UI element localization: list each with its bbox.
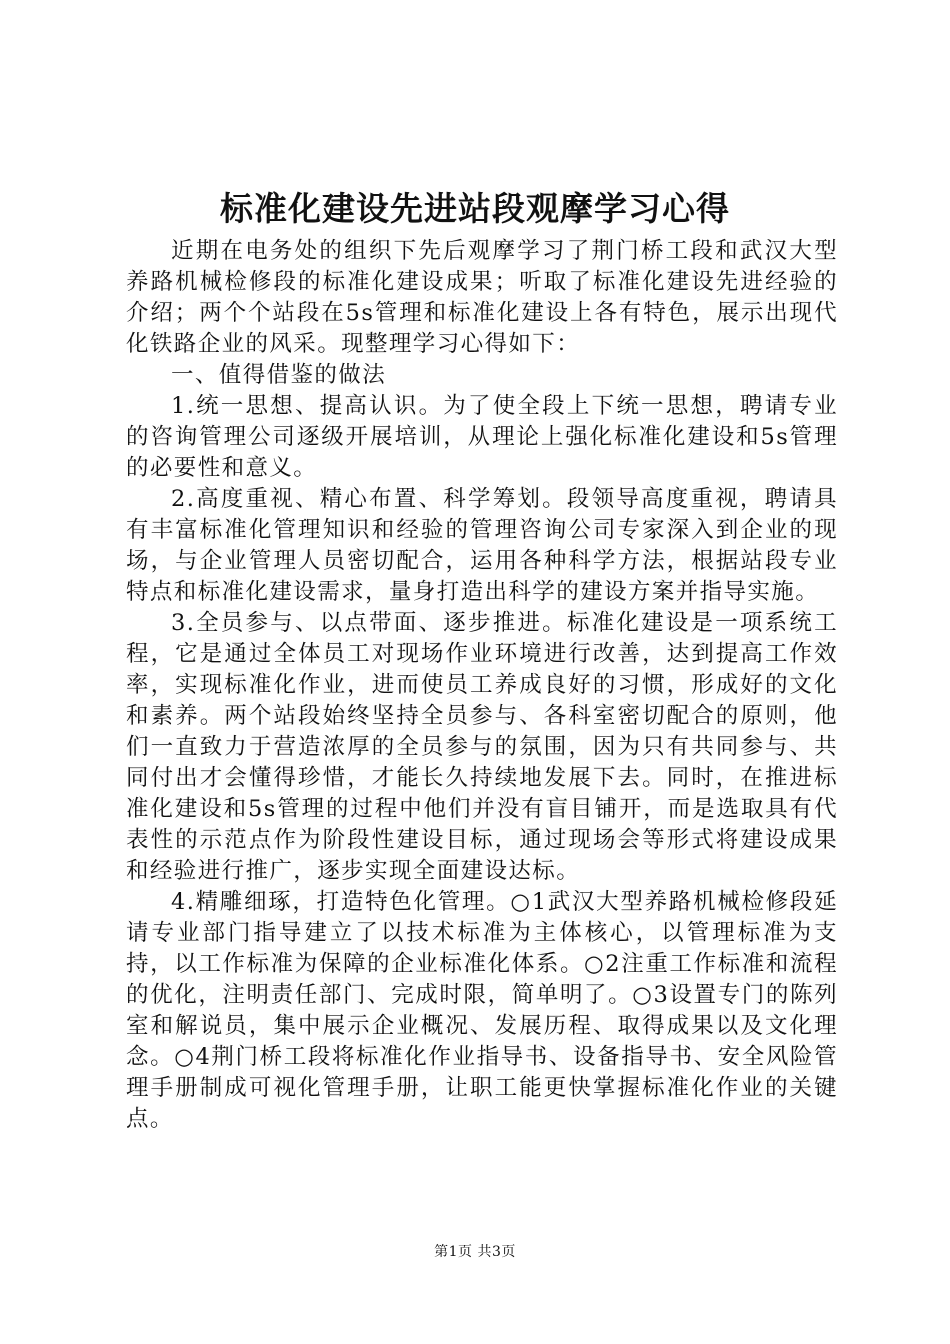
paragraph-intro: 近期在电务处的组织下先后观摩学习了荆门桥工段和武汉大型养路机械检修段的标准化建设成果；听取了标准化建设先进经验的介绍；两个个站段在5s管理和标准化建设上各有特色，展示出现代化铁路企业的风采。现整理学习心得如下：: [126, 238, 838, 357]
page-number-footer: 第1页 共3页: [434, 1244, 516, 1260]
document-body: [126, 236, 838, 1135]
paragraph-item-2: 2.高度重视、精心布置、科学筹划。段领导高度重视，聘请具有丰富标准化管理知识和经验的管理咨询公司专家深入到企业的现场，与企业管理人员密切配合，运用各种科学方法，根据站段专业特点和标准化建设需求，量身打造出科学的建设方案并指导实施。: [126, 486, 838, 605]
paragraph-item-4: 4.精雕细琢，打造特色化管理。○1武汉大型养路机械检修段延请专业部门指导建立了以技术标准为主体核心，以管理标准为支持，以工作标准为保障的企业标准化体系。○2注重工作标准和流程的优化，注明责任部门、完成时限，简单明了。○3设置专门的陈列室和解说员，集中展示企业概况、发展历程、取得成果以及文化理念。○4荆门桥工段将标准化作业指导书、设备指导书、安全风险管理手册制成可视化管理手册，让职工能更快掌握标准化作业的关键点。: [126, 889, 838, 1132]
paragraph-item-3: 3.全员参与、以点带面、逐步推进。标准化建设是一项系统工程，它是通过全体员工对现场作业环境进行改善，达到提高工作效率，实现标准化作业，进而使员工养成良好的习惯，形成好的文化和素养。两个站段始终坚持全员参与、各科室密切配合的原则，他们一直致力于营造浓厚的全员参与的氛围，因为只有共同参与、共同付出才会懂得珍惜，才能长久持续地发展下去。同时，在推进标准化建设和5s管理的过程中他们并没有盲目铺开，而是选取具有代表性的示范点作为阶段性建设目标，通过现场会等形式将建设成果和经验进行推广，逐步实现全面建设达标。: [126, 610, 838, 884]
section-heading: 一、值得借鉴的做法: [171, 362, 387, 388]
paragraph-item-1: 1.统一思想、提高认识。为了使全段上下统一思想，聘请专业的咨询管理公司逐级开展培训，从理论上强化标准化建设和5s管理的必要性和意义。: [126, 393, 838, 481]
document-title: 标准化建设先进站段观摩学习心得: [220, 189, 730, 228]
